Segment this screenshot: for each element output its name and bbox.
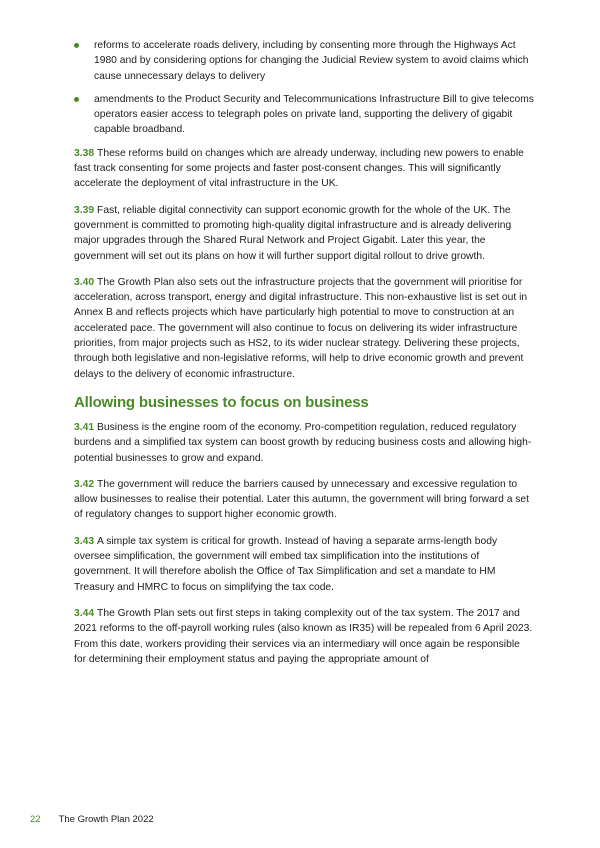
list-item: amendments to the Product Security and Telecommunications Infrastructure Bill to give telecoms operators easier access to telegraph poles on private land, supporting the delivery of gigabit capable broadband. [74, 92, 534, 138]
bullet-icon [74, 97, 79, 102]
page-body [74, 38, 534, 678]
bullet-list [74, 38, 534, 138]
bullet-icon [74, 43, 79, 48]
paragraph [74, 606, 534, 667]
section-heading: Allowing businesses to focus on business [74, 393, 369, 411]
list-item: reforms to accelerate roads delivery, including by consenting more through the Highways Act 1980 and by considering options for changing the Judicial Review system to avoid claims which cause unnecessary delays to delivery [74, 38, 534, 84]
paragraph [74, 146, 534, 192]
paragraph-number: 3.41 [74, 421, 95, 433]
paragraph-text: Business is the engine room of the economy. Pro-competition regulation, reduced regulatory burdens and a simplified tax system can boost growth by reducing business costs and allowing high-potential businesses to grow and expand. [74, 421, 532, 464]
page-number: 22 [30, 814, 41, 825]
paragraph-number: 3.39 [74, 204, 95, 216]
paragraph-text: Fast, reliable digital connectivity can support economic growth for the whole of the UK. The government is committed to promoting high-quality digital infrastructure and is already delivering major upgrades through the Shared Rural Network and Project Gigabit. Later this year, the government will set out its plans on how it will further support digital rollout to drive growth. [74, 204, 512, 262]
page-footer [30, 814, 154, 825]
paragraph-text: The Growth Plan sets out first steps in taking complexity out of the tax system. The 2017 and 2021 reforms to the off-payroll working rules (also known as IR35) will be repealed from 6 April 2023. From this date, workers providing their services via an intermediary will once again be responsible for determining their employment status and paying the appropriate amount of [74, 607, 533, 665]
paragraph-number: 3.42 [74, 478, 95, 490]
paragraph-number: 3.40 [74, 276, 95, 288]
paragraph-text: These reforms build on changes which are already underway, including new powers to enable fast track consenting for some projects and faster post-consent changes. This will significantly accelerate the deployment of vital infrastructure in the UK. [74, 147, 524, 190]
document-title: The Growth Plan 2022 [58, 814, 154, 825]
paragraph-text: A simple tax system is critical for growth. Instead of having a separate arms-length body oversee simplification, the government will embed tax simplification into the institutions of government. It will therefore abolish the Office of Tax Simplification and set a mandate to HM Treasury and HMRC to focus on simplifying the tax code. [74, 535, 498, 593]
paragraph-number: 3.38 [74, 147, 95, 159]
paragraph [74, 275, 534, 382]
paragraph-text: The Growth Plan also sets out the infrastructure projects that the government will prioritise for acceleration, across transport, energy and digital infrastructure. This non-exhaustive list is set out in Annex B and reflects projects which have particularly high potential to move to construction at an accelerated pace. The government will also continue to focus on delivering its wider infrastructure priorities, from major projects such as HS2, to its wider nuclear strategy. Delivering these projects, through both legislative and non-legislative reforms, will help to drive economic growth and prevent delays to the delivery of economic infrastructure. [74, 276, 528, 380]
paragraph [74, 203, 534, 264]
paragraph [74, 477, 534, 523]
paragraph-number: 3.44 [74, 607, 95, 619]
paragraph [74, 420, 534, 466]
paragraph-number: 3.43 [74, 535, 95, 547]
paragraph-text: The government will reduce the barriers caused by unnecessary and excessive regulation to allow businesses to realise their potential. Later this autumn, the government will bring forward a set of regulatory changes to support higher economic growth. [74, 478, 530, 521]
paragraph [74, 534, 534, 595]
